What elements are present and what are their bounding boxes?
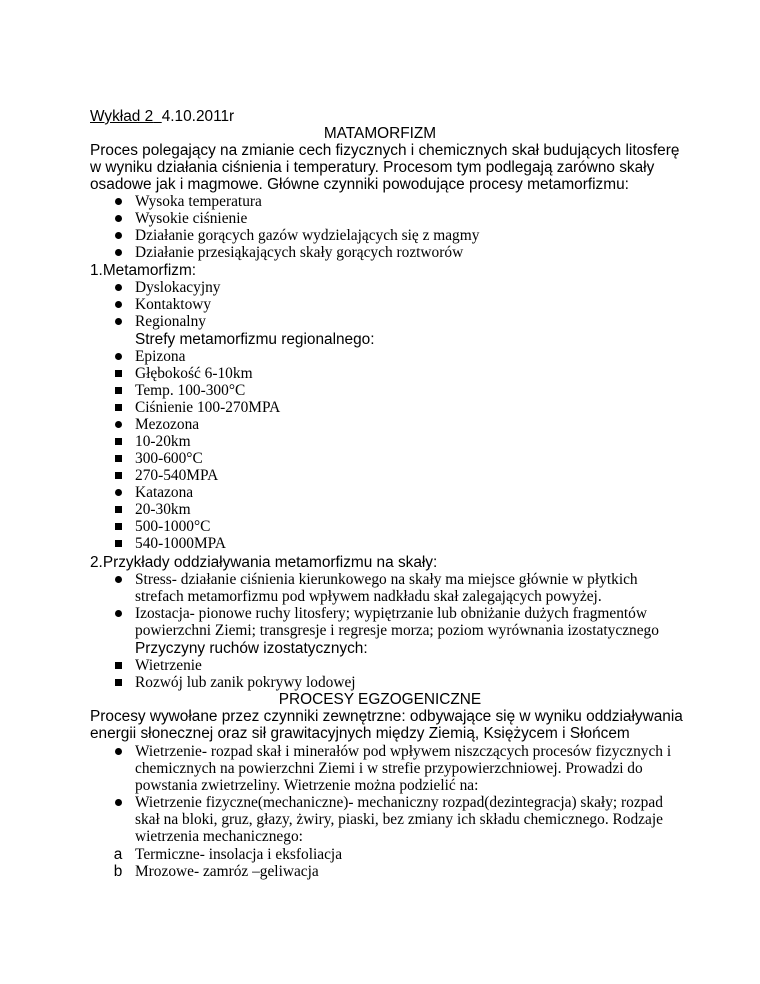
bullet-square-icon [111, 501, 125, 519]
point-1-label: 1.Metamorfizm: [90, 262, 197, 279]
list-item: 10-20km [135, 433, 191, 450]
bullet-square-icon [111, 399, 125, 417]
bullet-dot-icon [111, 484, 125, 502]
bullet-square-icon [111, 674, 125, 692]
list-item: Temp. 100-300°C [135, 382, 246, 399]
bullet-dot-icon [111, 210, 125, 228]
list-item: Kontaktowy [135, 296, 212, 313]
list-item: Wysoka temperatura [135, 193, 262, 210]
bullet-dot-icon [111, 605, 125, 623]
bullet-dot-icon [111, 279, 125, 297]
bullet-dot-icon [111, 348, 125, 366]
bullet-square-icon [111, 518, 125, 536]
list-item: Wietrzenie- rozpad skał i minerałów pod wpływem niszczących procesów fizycznych i [135, 743, 672, 760]
lecture-date: 4.10.2011r [161, 108, 235, 125]
list-item-continuation: chemicznych na powierzchni Ziemi i w strefie przypowierzchniowej. Prowadzi do [135, 760, 643, 777]
list-item: Katazona [135, 484, 194, 501]
bullet-dot-icon [111, 244, 125, 262]
lecture-title: Wykład 2 [90, 108, 154, 125]
intro-line: osadowe jak i magmowe. Główne czynniki powodujące procesy metamorfizmu: [90, 176, 629, 193]
list-item: Działanie przesiąkających skały gorących roztworów [135, 244, 464, 261]
list-item: Ciśnienie 100-270MPA [135, 399, 281, 416]
list-letter: b [113, 863, 123, 880]
list-item: Regionalny [135, 313, 206, 330]
list-item-continuation: skał na bloki, gruz, głazy, żwiry, piaski, bez zmiany ich składu chemicznego. Rodzaje [135, 811, 663, 828]
bullet-square-icon [111, 657, 125, 675]
section-heading-metamorfizm: MATAMORFIZM [323, 125, 437, 142]
list-item: Epizona [135, 348, 186, 365]
list-item-continuation: powierzchni Ziemi; transgresje i regresje morza; poziom wyrównania izostatycznego [135, 622, 659, 639]
list-item-continuation: strefach metamorfizmu pod wpływem nadkładu skał zalegających powyżej. [135, 588, 602, 605]
bullet-dot-icon [111, 571, 125, 589]
list-item: Wysokie ciśnienie [135, 210, 248, 227]
list-item: 300-600°C [135, 450, 203, 467]
list-item: 500-1000°C [135, 518, 211, 535]
bullet-square-icon [111, 450, 125, 468]
bullet-square-icon [111, 433, 125, 451]
list-item: Dyslokacyjny [135, 279, 221, 296]
zones-heading: Strefy metamorfizmu regionalnego: [135, 331, 375, 348]
intro-line: energii słonecznej oraz sił grawitacyjnych między Ziemią, Księżycem i Słońcem [90, 725, 630, 742]
point-2-label: 2.Przykłady oddziaływania metamorfizmu na skały: [90, 554, 438, 571]
list-item: 540-1000MPA [135, 535, 226, 552]
lecture-header [90, 108, 234, 125]
list-item: Mrozowe- zamróz –geliwacja [135, 863, 319, 880]
list-item: Rozwój lub zanik pokrywy lodowej [135, 674, 356, 691]
list-item-continuation: wietrzenia mechanicznego: [135, 828, 303, 845]
intro-line: Proces polegający na zmianie cech fizycznych i chemicznych skał budujących litosferę [90, 142, 680, 159]
list-item: Izostacja- pionowe ruchy litosfery; wypiętrzanie lub obniżanie dużych fragmentów [135, 605, 647, 622]
list-item: Termiczne- insolacja i eksfoliacja [135, 846, 343, 863]
list-item: Wietrzenie fizyczne(mechaniczne)- mechaniczny rozpad(dezintegracja) skały; rozpad [135, 794, 663, 811]
bullet-square-icon [111, 365, 125, 383]
intro-line: w wyniku działania ciśnienia i temperatury. Procesom tym podlegają zarówno skały [90, 159, 655, 176]
list-item: 20-30km [135, 501, 191, 518]
bullet-dot-icon [111, 227, 125, 245]
list-item: 270-540MPA [135, 467, 219, 484]
list-item: Mezozona [135, 416, 200, 433]
list-item: Stress- działanie ciśnienia kierunkowego na skały ma miejsce głównie w płytkich [135, 571, 638, 588]
list-item: Głębokość 6-10km [135, 365, 253, 382]
list-item-continuation: powstania zwietrzeliny. Wietrzenie można podzielić na: [135, 777, 479, 794]
bullet-square-icon [111, 382, 125, 400]
causes-heading: Przyczyny ruchów izostatycznych: [135, 640, 368, 657]
bullet-dot-icon [111, 193, 125, 211]
list-item: Wietrzenie [135, 657, 202, 674]
bullet-dot-icon [111, 743, 125, 761]
bullet-dot-icon [111, 794, 125, 812]
bullet-dot-icon [111, 313, 125, 331]
bullet-dot-icon [111, 296, 125, 314]
section-heading-procesy: PROCESY EGZOGENICZNE [278, 691, 482, 708]
bullet-square-icon [111, 535, 125, 553]
bullet-square-icon [111, 467, 125, 485]
bullet-dot-icon [111, 416, 125, 434]
list-letter: a [113, 846, 123, 863]
intro-line: Procesy wywołane przez czynniki zewnętrzne: odbywające się w wyniku oddziaływania [90, 708, 683, 725]
list-item: Działanie gorących gazów wydzielających się z magmy [135, 227, 480, 244]
